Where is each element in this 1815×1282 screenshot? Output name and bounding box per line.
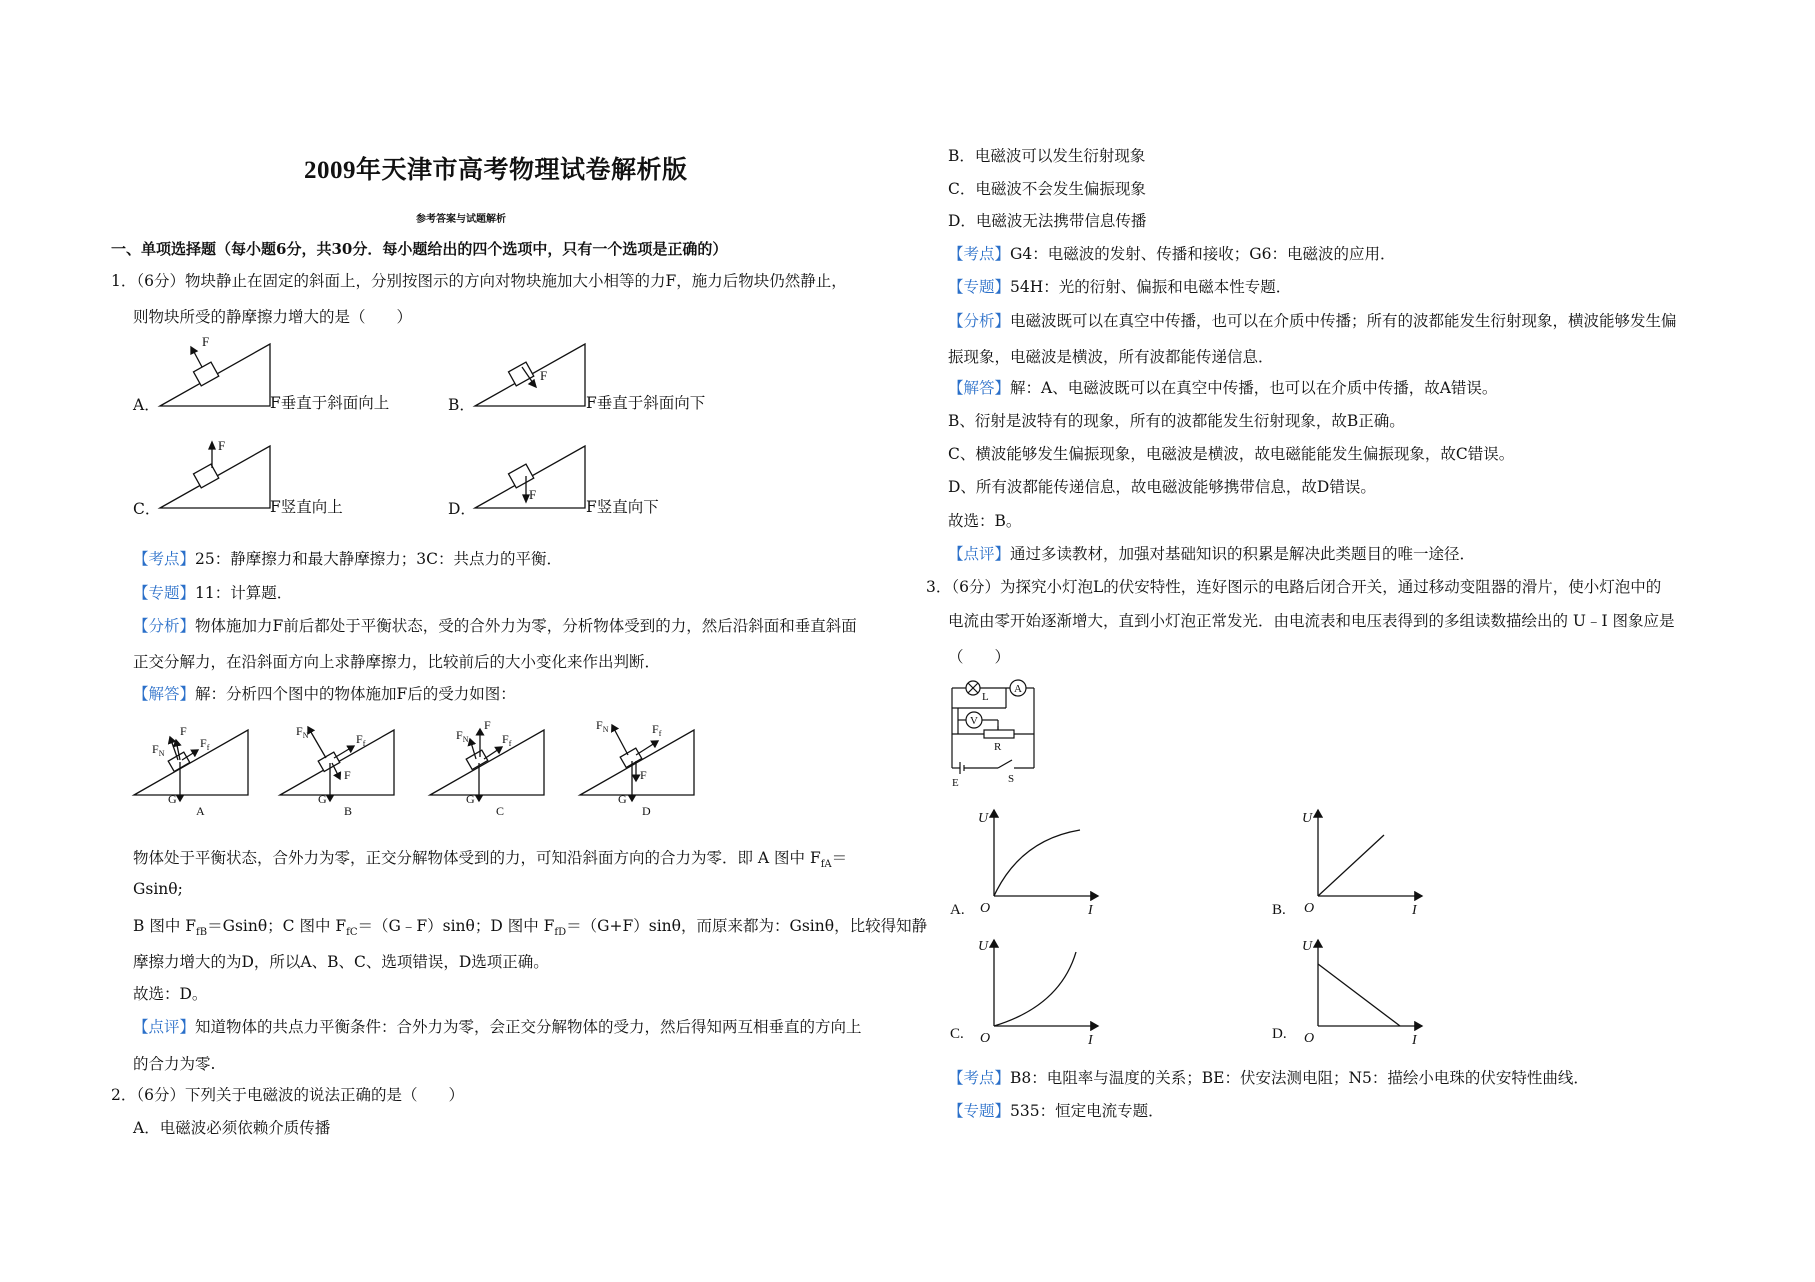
force-arrowhead-b (529, 380, 536, 387)
svg-text:I: I (1412, 1033, 1417, 1048)
svg-text:R: R (994, 741, 1002, 753)
fd-c-letter: C (496, 804, 505, 818)
fd-c-g: G (466, 792, 475, 806)
q3-ui-graphs (950, 800, 1470, 1050)
svg-text:O: O (980, 1031, 991, 1046)
jieda-tag: 【解答】 (133, 685, 196, 703)
q1-body-line4: 摩擦力增大的为D，所以A、B、C、选项错误，D选项正确。 (133, 953, 549, 971)
q2-option-b: B．电磁波可以发生衍射现象 (948, 147, 1146, 165)
q1-dianping-line2: 的合力为零. (133, 1055, 216, 1073)
force-arrowhead-a (191, 347, 197, 354)
q1-option-a-desc: F垂直于斜面向上 (270, 394, 390, 412)
q1-jieda: 【解答】解：分析四个图中的物体施加F后的受力如图： (133, 685, 516, 703)
svg-text:V: V (970, 715, 978, 727)
curve-a (994, 830, 1080, 896)
incline-fd-c (430, 730, 544, 795)
curve-d (1318, 964, 1400, 1026)
force-label-d: F (529, 487, 537, 502)
incline-fd-d (580, 730, 694, 795)
block-d (508, 464, 533, 488)
zhuanti-tag: 【专题】 (133, 584, 196, 602)
force-arrowhead-c (209, 442, 215, 449)
fd-c-fn: $F_N$ (456, 728, 469, 744)
fenxi-tag: 【分析】 (133, 617, 196, 635)
q2-fenxi: 【分析】电磁波既可以在真空中传播，也可以在介质中传播；所有的波都能发生衍射现象，横波能够发生偏 (948, 312, 1677, 330)
q2-option-a: A．电磁波必须依赖介质传播 (133, 1119, 331, 1137)
svg-text:U: U (978, 811, 989, 826)
fd-b-ff: $F_f$ (356, 732, 366, 748)
fd-a-g: G (168, 792, 177, 806)
svg-text:L: L (982, 691, 989, 703)
q1-fenxi-line2: 正交分解力，在沿斜面方向上求静摩擦力，比较前后的大小变化来作出判断． (133, 653, 661, 671)
incline-fd-a (134, 730, 248, 795)
block-fd-b (318, 752, 340, 771)
q1-option-b-letter: B． (448, 396, 475, 414)
q2-answer: 故选：B。 (948, 512, 1022, 530)
svg-text:I: I (1088, 1033, 1093, 1048)
fd-a-letter: A (196, 804, 205, 818)
kaodian-tag: 【考点】 (133, 550, 196, 568)
force-label-c: F (218, 438, 226, 453)
force-label-a: F (202, 334, 210, 349)
q3-circuit-diagram (944, 678, 1044, 788)
q1-option-b-desc: F垂直于斜面向下 (586, 394, 706, 412)
fd-c-ff: $F_f$ (502, 732, 512, 748)
block-a (193, 362, 218, 386)
q3-stem-line3: （ ） (948, 648, 1011, 666)
section-heading: 一、单项选择题（每小题6分，共30分．每小题给出的四个选项中，只有一个选项是正确的） (111, 240, 728, 258)
q2-option-c: C．电磁波不会发生偏振现象 (948, 180, 1146, 198)
q2-jieda: 【解答】解：A、电磁波既可以在真空中传播，也可以在介质中传播，故A错误。 (948, 379, 1498, 397)
dianping-tag: 【点评】 (133, 1018, 196, 1036)
q1-fenxi: 【分析】物体施加力F前后都处于平衡状态，受的合外力为零，分析物体受到的力，然后沿斜面和垂直斜面 (133, 617, 857, 635)
q2-jieda-line4: D、所有波都能传递信息，故电磁波能够携带信息，故D错误。 (948, 478, 1376, 496)
q1-zhuanti: 【专题】11：计算题． (133, 584, 293, 602)
q2-zhuanti: 【专题】54H：光的衍射、偏振和电磁本性专题． (948, 278, 1292, 296)
graph-letter-a: A. (950, 902, 965, 918)
page-subtitle: 参考答案与试题解析 (416, 214, 506, 225)
q1-option-a-letter: A． (133, 396, 160, 414)
fd-a-ff: $F_f$ (200, 736, 210, 752)
fd-d-f: F (640, 768, 647, 782)
fd-a-fn: $F_N$ (152, 742, 165, 758)
curve-c (994, 952, 1076, 1026)
q3-stem-line2: 电流由零开始逐渐增大，直到小灯泡正常发光．由电流表和电压表得到的多组读数描绘出的 U﹣I 图象应是 (948, 612, 1675, 630)
curve-b (1318, 835, 1384, 896)
fd-b-letter: B (344, 804, 353, 818)
block-b (508, 362, 533, 386)
force-label-b: F (540, 368, 548, 383)
q2-dianping: 【点评】通过多读教材，加强对基础知识的积累是解决此类题目的唯一途径． (948, 545, 1476, 563)
fd-d-ff: $F_f$ (652, 722, 662, 738)
switch-symbol (998, 760, 1012, 768)
q1-kaodian: 【考点】25：静摩擦力和最大静摩擦力；3C：共点力的平衡． (133, 550, 562, 568)
svg-text:E: E (952, 777, 959, 789)
q1-option-diagrams (130, 336, 730, 516)
q3-zhuanti: 【专题】535：恒定电流专题． (948, 1102, 1164, 1120)
svg-text:S: S (1008, 773, 1015, 785)
graph-letter-d: D. (1272, 1026, 1287, 1042)
q1-option-d-letter: D． (448, 500, 476, 518)
q1-body-line3: B 图中 $F_{fB}=Gsin\theta$；C 图中 $F_{fC}=(G﹣F)\sin\theta$；D 图中 $F_{fD}=(G+F)\sin\theta$，而原来都为：Gsinθ，比较得知静 (133, 917, 928, 939)
svg-text:I: I (1088, 903, 1093, 918)
q2-fenxi-line2: 振现象，电磁波是横波，所有波都能传递信息． (948, 348, 1274, 366)
fd-d-letter: D (642, 804, 651, 818)
q2-stem: 2．（6分）下列关于电磁波的说法正确的是（ ） (111, 1086, 464, 1104)
q1-option-c-desc: F竖直向上 (270, 498, 343, 516)
q3-kaodian: 【考点】B8：电阻率与温度的关系；BE：伏安法测电阻；N5：描绘小电珠的伏安特性曲线． (948, 1069, 1589, 1087)
q1-body-line1: 物体处于平衡状态，合外力为零，正交分解物体受到的力，可知沿斜面方向的合力为零．即 A 图中 $F_{fA}=$ (133, 849, 848, 871)
q2-jieda-line2: B、衍射是波特有的现象，所有的波都能发生衍射现象，故B正确。 (948, 412, 1405, 430)
fd-d-fn: $F_N$ (596, 718, 609, 734)
q1-body-line2: Gsinθ; (133, 880, 183, 898)
block-c (193, 464, 218, 488)
q3-stem-line1: 3．（6分）为探究小灯泡L的伏安特性，连好图示的电路后闭合开关，通过移动变阻器的滑片，使小灯泡中的 (926, 578, 1662, 596)
q1-answer: 故选：D。 (133, 985, 208, 1003)
force-arrow-a (194, 352, 202, 367)
q1-option-c-letter: C． (133, 500, 161, 518)
svg-text:I: I (1412, 903, 1417, 918)
block-fd-c (466, 750, 488, 769)
svg-text:O: O (1304, 1031, 1315, 1046)
q1-dianping: 【点评】知道物体的共点力平衡条件：合外力为零，会正交分解物体的受力，然后得知两互相垂直的方向上 (133, 1018, 862, 1036)
svg-text:O: O (1304, 901, 1315, 916)
fd-b-g: G (318, 792, 327, 806)
fd-b-f: F (344, 768, 351, 782)
q2-jieda-line3: C、横波能够发生偏振现象，电磁波是横波，故电磁能能发生偏振现象，故C错误。 (948, 445, 1515, 463)
fd-b-fn: $F_N$ (296, 724, 309, 740)
page-title: 2009年天津市高考物理试卷解析版 (304, 157, 688, 184)
svg-text:U: U (1302, 939, 1313, 954)
fd-a-f: F (180, 724, 187, 738)
rheostat-symbol (984, 730, 1014, 738)
q1-force-diagrams (130, 715, 710, 825)
svg-text:U: U (1302, 811, 1313, 826)
q1-stem-line1: 1．（6分）物块静止在固定的斜面上，分别按图示的方向对物块施加大小相等的力F，施力后物块仍然静止， (111, 272, 847, 290)
svg-text:O: O (980, 901, 991, 916)
q2-option-d: D．电磁波无法携带信息传播 (948, 212, 1147, 230)
graph-letter-b: B. (1272, 902, 1286, 918)
svg-text:A: A (1014, 683, 1022, 695)
svg-text:U: U (978, 939, 989, 954)
fd-c-f: F (484, 718, 491, 732)
q1-option-d-desc: F竖直向下 (586, 498, 659, 516)
q2-kaodian: 【考点】G4：电磁波的发射、传播和接收；G6：电磁波的应用． (948, 245, 1396, 263)
fd-d-g: G (618, 792, 627, 806)
block-fd-d (620, 748, 642, 767)
q1-stem-line2: 则物块所受的静摩擦力增大的是（ ） (133, 308, 413, 326)
graph-letter-c: C. (950, 1026, 964, 1042)
